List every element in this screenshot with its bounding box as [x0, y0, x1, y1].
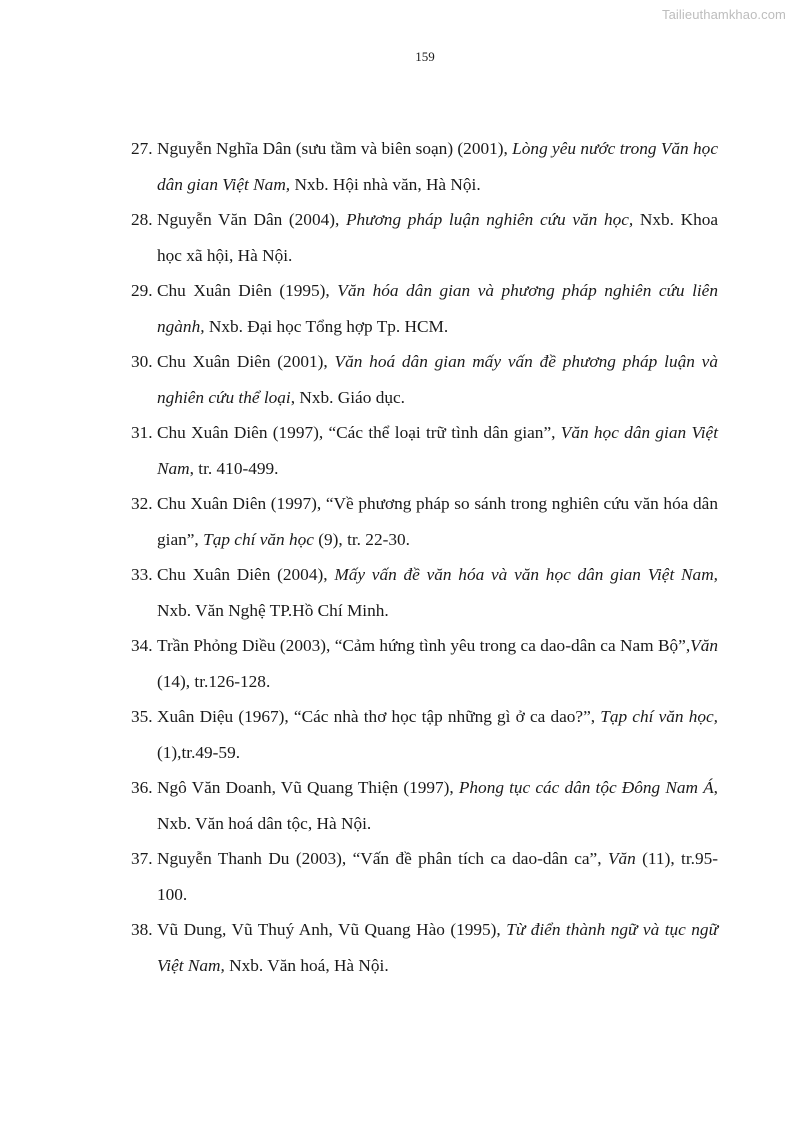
reference-item [0, 557, 794, 628]
reference-segment: (1),tr.49-59. [157, 742, 241, 762]
reference-segment: (11), tr.95-100. [157, 849, 718, 904]
reference-segment: Ngô Văn Doanh, Vũ Quang Thiện (1997), [157, 778, 459, 797]
reference-text [157, 210, 718, 265]
reference-segment: Nxb. Khoa học xã hội, Hà Nội. [157, 210, 719, 265]
reference-item [0, 486, 794, 557]
reference-item [0, 131, 794, 202]
reference-segment: Nguyễn Thanh Du (2003), “Vấn đề phân tích ca dao-dân ca”, [157, 849, 608, 868]
reference-segment: Xuân Diệu (1967), “Các nhà thơ học tập những gì ở ca dao?”, [157, 707, 601, 726]
reference-item [0, 699, 794, 770]
reference-number: 35. [131, 707, 153, 726]
reference-segment: Chu Xuân Diên (1997), “Về phương pháp so sánh trong nghiên cứu văn hóa dân gian”, [157, 494, 718, 549]
reference-title: Tạp chí văn học, [600, 707, 718, 726]
reference-segment: , tr. 410-499. [189, 458, 279, 478]
reference-text [157, 423, 718, 478]
reference-number: 32. [131, 494, 153, 513]
reference-number: 38. [131, 920, 153, 939]
reference-segment: Nguyễn Nghĩa Dân (sưu tầm và biên soạn) (2001), [157, 139, 513, 158]
reference-number: 28. [131, 210, 153, 229]
reference-segment: Nxb. Văn hoá, Hà Nội. [224, 955, 389, 975]
reference-number: 31. [131, 423, 153, 442]
reference-text [157, 281, 718, 336]
reference-segment: Trần Phỏng Diều (2003), “Cảm hứng tình yêu trong ca dao-dân ca Nam Bộ”, [157, 636, 691, 655]
reference-number: 34. [131, 636, 153, 655]
reference-item [0, 912, 794, 983]
reference-title: Phương pháp luận nghiên cứu văn học, [345, 210, 634, 229]
reference-text [157, 636, 718, 691]
reference-item [0, 415, 794, 486]
reference-number: 29. [131, 281, 153, 300]
reference-text [157, 778, 718, 833]
reference-title: Từ điển thành ngữ và tục ngữ Việt Nam, [157, 920, 718, 975]
reference-title: Lòng yêu nước trong Văn học dân gian Việt Nam, [157, 139, 718, 194]
reference-text [157, 139, 718, 194]
reference-number: 36. [131, 778, 153, 797]
reference-text [157, 849, 718, 904]
watermark: Tailieuthamkhao.com [661, 7, 786, 22]
page-number: 159 [415, 49, 435, 64]
reference-title: Mấy vấn đề văn hóa và văn học dân gian Việt Nam, [334, 565, 718, 584]
reference-item [0, 202, 794, 273]
reference-number: 30. [131, 352, 153, 371]
reference-segment: Nxb. Đại học Tổng hợp Tp. HCM. [204, 316, 449, 336]
reference-segment: Vũ Dung, Vũ Thuý Anh, Vũ Quang Hào (1995), [157, 920, 507, 939]
reference-segment: , Nxb. Giáo dục. [290, 387, 405, 407]
reference-list [0, 131, 794, 983]
reference-segment: Chu Xuân Diên (1995), [157, 281, 338, 300]
reference-segment: Nxb. Hội nhà văn, Hà Nội. [290, 174, 481, 194]
reference-item [0, 273, 794, 344]
reference-title: Văn [690, 636, 718, 655]
reference-text [157, 352, 718, 407]
reference-number: 33. [131, 565, 153, 584]
reference-segment: (9), tr. 22-30. [313, 529, 410, 549]
reference-segment: (14), tr.126-128. [157, 671, 271, 691]
reference-item [0, 344, 794, 415]
reference-title: Văn hoá dân gian mấy vấn đề phương pháp luận và nghiên cứu thể loại [157, 352, 718, 407]
reference-segment: Nguyễn Văn Dân (2004), [157, 210, 346, 229]
reference-segment: , Nxb. Văn hoá dân tộc, Hà Nội. [157, 778, 718, 833]
reference-segment: Chu Xuân Diên (1997), “Các thể loại trữ tình dân gian”, [157, 423, 561, 442]
reference-title: Văn hóa dân gian và phương pháp nghiên cứu liên ngành, [157, 281, 718, 336]
reference-text [157, 565, 718, 620]
reference-segment: Chu Xuân Diên (2004), [157, 565, 335, 584]
reference-item [0, 628, 794, 699]
reference-title: Phong tục các dân tộc Đông Nam Á [458, 778, 714, 797]
reference-title: Văn [607, 849, 636, 868]
reference-title: Văn học dân gian Việt Nam [157, 423, 719, 478]
reference-text [157, 494, 718, 549]
reference-number: 37. [131, 849, 153, 868]
reference-text [157, 707, 718, 762]
reference-item [0, 841, 794, 912]
reference-number: 27. [131, 139, 153, 158]
reference-text [157, 920, 718, 975]
reference-title: Tạp chí văn học [203, 529, 314, 549]
reference-item [0, 770, 794, 841]
reference-segment: Nxb. Văn Nghệ TP.Hồ Chí Minh. [157, 600, 389, 620]
reference-segment: Chu Xuân Diên (2001), [157, 352, 335, 371]
